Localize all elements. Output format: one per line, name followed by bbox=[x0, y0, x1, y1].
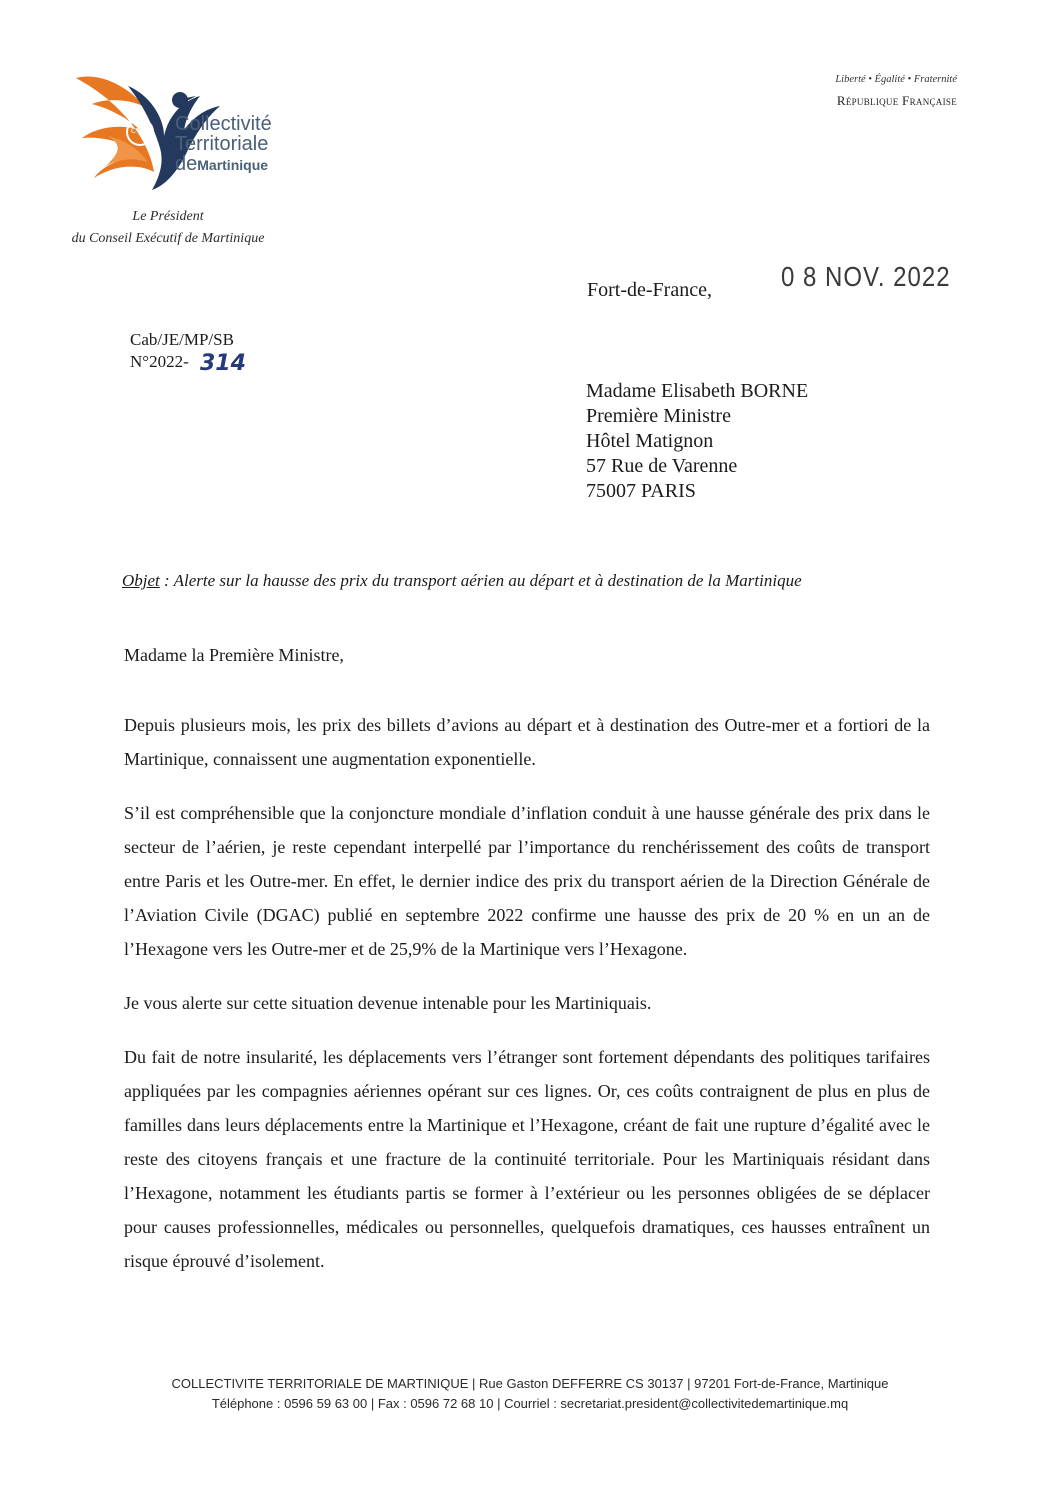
recipient-line: Première Ministre bbox=[586, 405, 731, 427]
date-stamp: 0 8 NOV. 2022 bbox=[781, 261, 951, 293]
recipient-line: Hôtel Matignon bbox=[586, 430, 714, 452]
logo-line-2: Territoriale bbox=[175, 133, 269, 155]
reference-number-handwritten: 314 bbox=[200, 351, 246, 376]
logo-line-3-strong: Martinique bbox=[197, 157, 269, 173]
logo-line-3 bbox=[175, 154, 268, 174]
president-line-2: du Conseil Exécutif de Martinique bbox=[71, 231, 265, 246]
logo-line-1: Collectivité bbox=[175, 113, 272, 135]
recipient-address bbox=[586, 379, 808, 504]
footer-contact: Téléphone : 0596 59 63 00 | Fax : 0596 72 68 10 | Courriel : secretariat.president@collectivitedemartinique.mq bbox=[211, 1396, 849, 1411]
letter-body bbox=[124, 708, 930, 1298]
recipient-line: 75007 PARIS bbox=[586, 480, 696, 502]
reference-number-prefix: N°2022- bbox=[130, 352, 189, 371]
president-line-1: Le Président bbox=[132, 209, 204, 224]
republic-name: République Française bbox=[836, 93, 957, 108]
letter-place: Fort-de-France, bbox=[587, 279, 712, 301]
body-paragraph: Je vous alerte sur cette situation devenue intenable pour les Martiniquais. bbox=[124, 993, 652, 1013]
footer-address: COLLECTIVITE TERRITORIALE DE MARTINIQUE | Rue Gaston DEFFERRE CS 30137 | 97201 Fort-de-France, Martinique bbox=[171, 1376, 889, 1391]
president-title bbox=[60, 206, 276, 250]
reference-code: Cab/JE/MP/SB bbox=[130, 330, 234, 349]
body-paragraph: Depuis plusieurs mois, les prix des billets d’avions au départ et à destination des Outre-mer et a fortiori de la Martinique, connaissent une augmentation exponentielle. bbox=[124, 715, 930, 769]
republic-motto: Liberté • Égalité • Fraternité bbox=[835, 74, 957, 85]
recipient-line: Madame Elisabeth BORNE bbox=[586, 380, 809, 402]
body-paragraph: S’il est compréhensible que la conjoncture mondiale d’inflation conduit à une hausse générale des prix dans le secteur de l’aérien, je reste cependant interpellé par l’importance du renchérissement des coûts de transport entre Paris et les Outre-mer. En effet, le dernier indice des prix du transport aérien de la Direction Générale de l’Aviation Civile (DGAC) publié en septembre 2022 confirme une hausse des prix de 20 % en un an de l’Hexagone vers les Outre-mer et de 25,9% de la Martinique vers l’Hexagone. bbox=[124, 803, 930, 959]
body-paragraph: Du fait de notre insularité, les déplacements vers l’étranger sont fortement dépendants des politiques tarifaires appliquées par les compagnies aériennes opérant sur ces lignes. Or, ces coûts contraignent de plus en plus de familles dans leurs déplacements entre la Martinique et l’Hexagone, créant de fait une rupture d’égalité avec le reste des citoyens français et une fracture de la continuité territoriale. Pour les Martiniquais résidant dans l’Hexagone, notamment les étudiants partis se former à l’extérieur ou les personnes obligées de se déplacer pour causes professionnelles, médicales ou personnelles, quelquefois dramatiques, ces hausses entraînent un risque éprouvé d’isolement. bbox=[124, 1047, 930, 1271]
subject-text: : Alerte sur la hausse des prix du transport aérien au départ et à destination de la Martinique bbox=[159, 571, 802, 590]
subject-label: Objet bbox=[122, 571, 160, 590]
logo-badge: CTM bbox=[131, 128, 147, 135]
recipient-line: 57 Rue de Varenne bbox=[586, 455, 738, 477]
subject-line bbox=[122, 571, 802, 591]
logo-line-3-prefix: de bbox=[175, 153, 198, 175]
salutation: Madame la Première Ministre, bbox=[124, 645, 344, 665]
